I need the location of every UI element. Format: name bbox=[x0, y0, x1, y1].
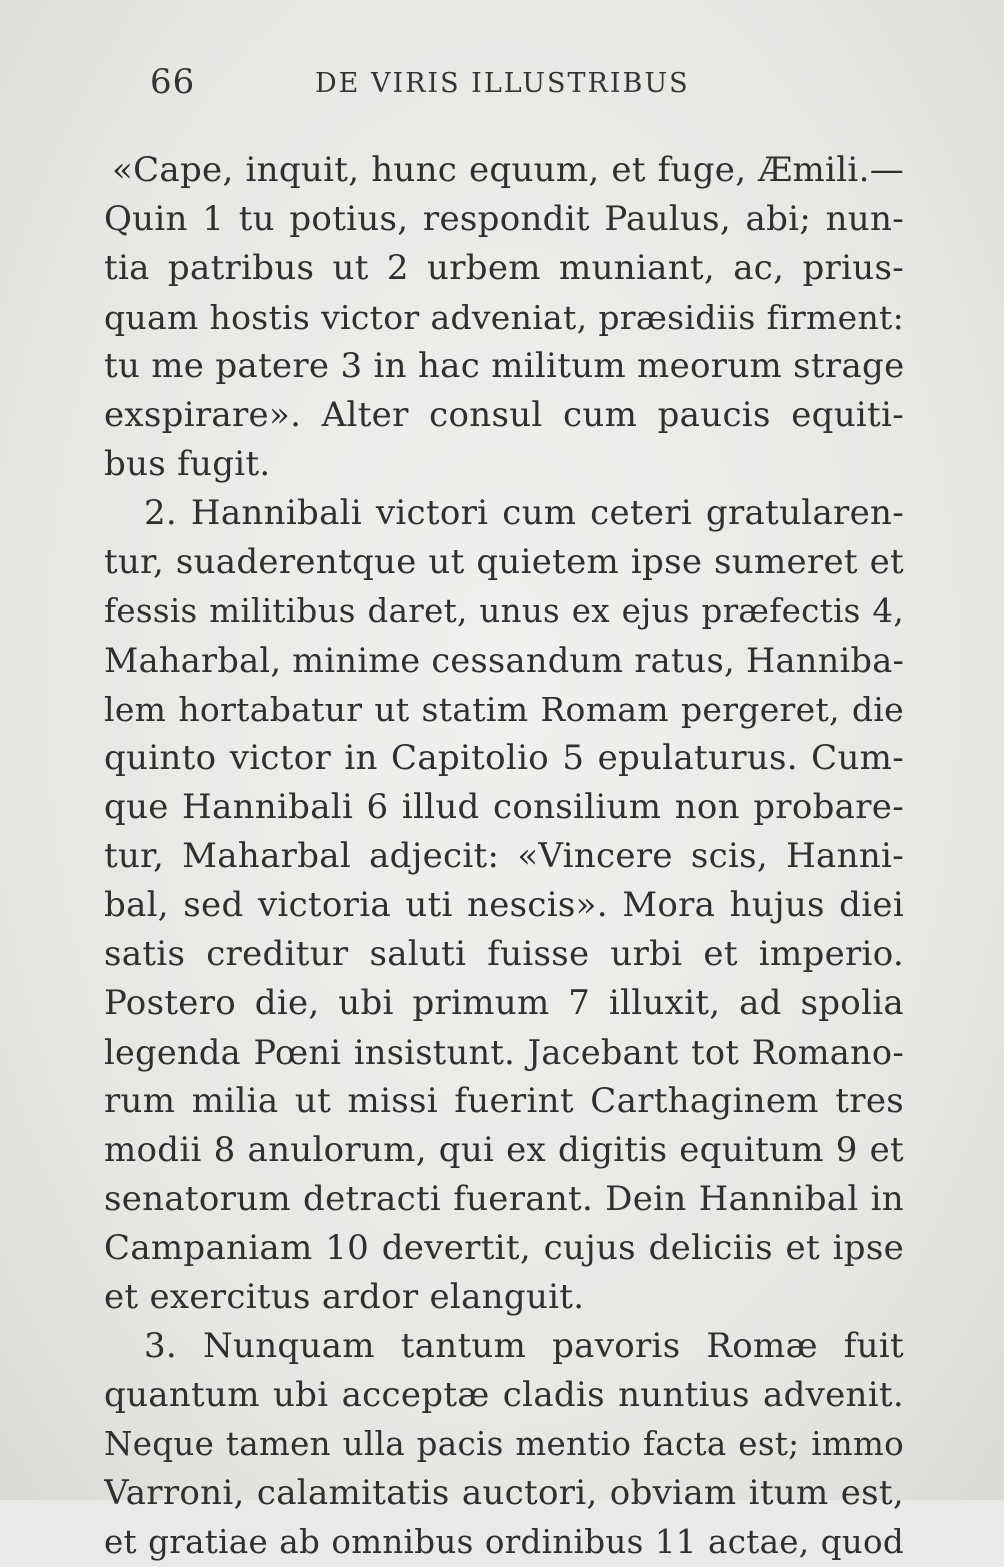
text-line: exspirare». Alter consul cum paucis equiti- bbox=[104, 395, 904, 435]
text-line: tur, suaderentque ut quietem ipse sumeret et bbox=[104, 542, 904, 582]
page-header bbox=[150, 62, 770, 102]
text-line: Neque tamen ulla pacis mentio facta est; immo bbox=[104, 1425, 904, 1463]
text-line: Quin 1 tu potius, respondit Paulus, abi; nun- bbox=[104, 199, 904, 239]
paragraph-start: 2. Hannibali victori cum ceteri gratularen- bbox=[144, 493, 904, 533]
text-line: rum milia ut missi fuerint Carthaginem tres bbox=[104, 1081, 904, 1121]
text-line: et gratiae ab omnibus ordinibus 11 actae, quod bbox=[104, 1523, 904, 1561]
text-line: que Hannibali 6 illud consilium non probare- bbox=[104, 787, 904, 827]
text-line: legenda Pœni insistunt. Jacebant tot Romano- bbox=[104, 1033, 904, 1072]
text-line: tia patribus ut 2 urbem muniant, ac, prius- bbox=[104, 248, 904, 288]
text-line: senatorum detracti fuerant. Dein Hannibal in bbox=[104, 1179, 904, 1219]
text-line: Varroni, calamitatis auctori, obviam itum est, bbox=[104, 1473, 904, 1513]
text-line: quam hostis victor adveniat, præsidiis firment: bbox=[104, 298, 904, 337]
text-line: satis creditur saluti fuisse urbi et imperio. bbox=[104, 934, 904, 974]
text-line: et exercitus ardor elanguit. bbox=[104, 1277, 585, 1317]
text-line: Maharbal, minime cessandum ratus, Hanniba- bbox=[104, 641, 904, 680]
text-line: tur, Maharbal adjecit: «Vincere scis, Hanni- bbox=[104, 836, 904, 876]
body-text bbox=[104, 146, 904, 1567]
page-number: 66 bbox=[150, 62, 196, 102]
text-line: Postero die, ubi primum 7 illuxit, ad spolia bbox=[104, 983, 904, 1023]
text-line: lem hortabatur ut statim Romam pergeret, die bbox=[104, 690, 904, 729]
paragraph-start: 3. Nunquam tantum pavoris Romæ fuit bbox=[144, 1326, 904, 1366]
text-line: quantum ubi acceptæ cladis nuntius advenit. bbox=[104, 1375, 904, 1415]
text-line: «Cape, inquit, hunc equum, et fuge, Æmili.— bbox=[112, 150, 904, 190]
text-line: Campaniam 10 devertit, cujus deliciis et ipse bbox=[104, 1228, 904, 1268]
text-line: quinto victor in Capitolio 5 epulaturus. Cum- bbox=[104, 738, 904, 778]
text-line: bus fugit. bbox=[104, 444, 271, 484]
text-line: modii 8 anulorum, qui ex digitis equitum 9 et bbox=[104, 1130, 904, 1170]
text-line: fessis militibus daret, unus ex ejus præfectis 4, bbox=[104, 592, 904, 630]
text-line: bal, sed victoria uti nescis». Mora hujus diei bbox=[104, 885, 904, 925]
text-line: tu me patere 3 in hac militum meorum strage bbox=[104, 346, 904, 386]
running-title: DE VIRIS ILLUSTRIBUS bbox=[315, 68, 690, 99]
